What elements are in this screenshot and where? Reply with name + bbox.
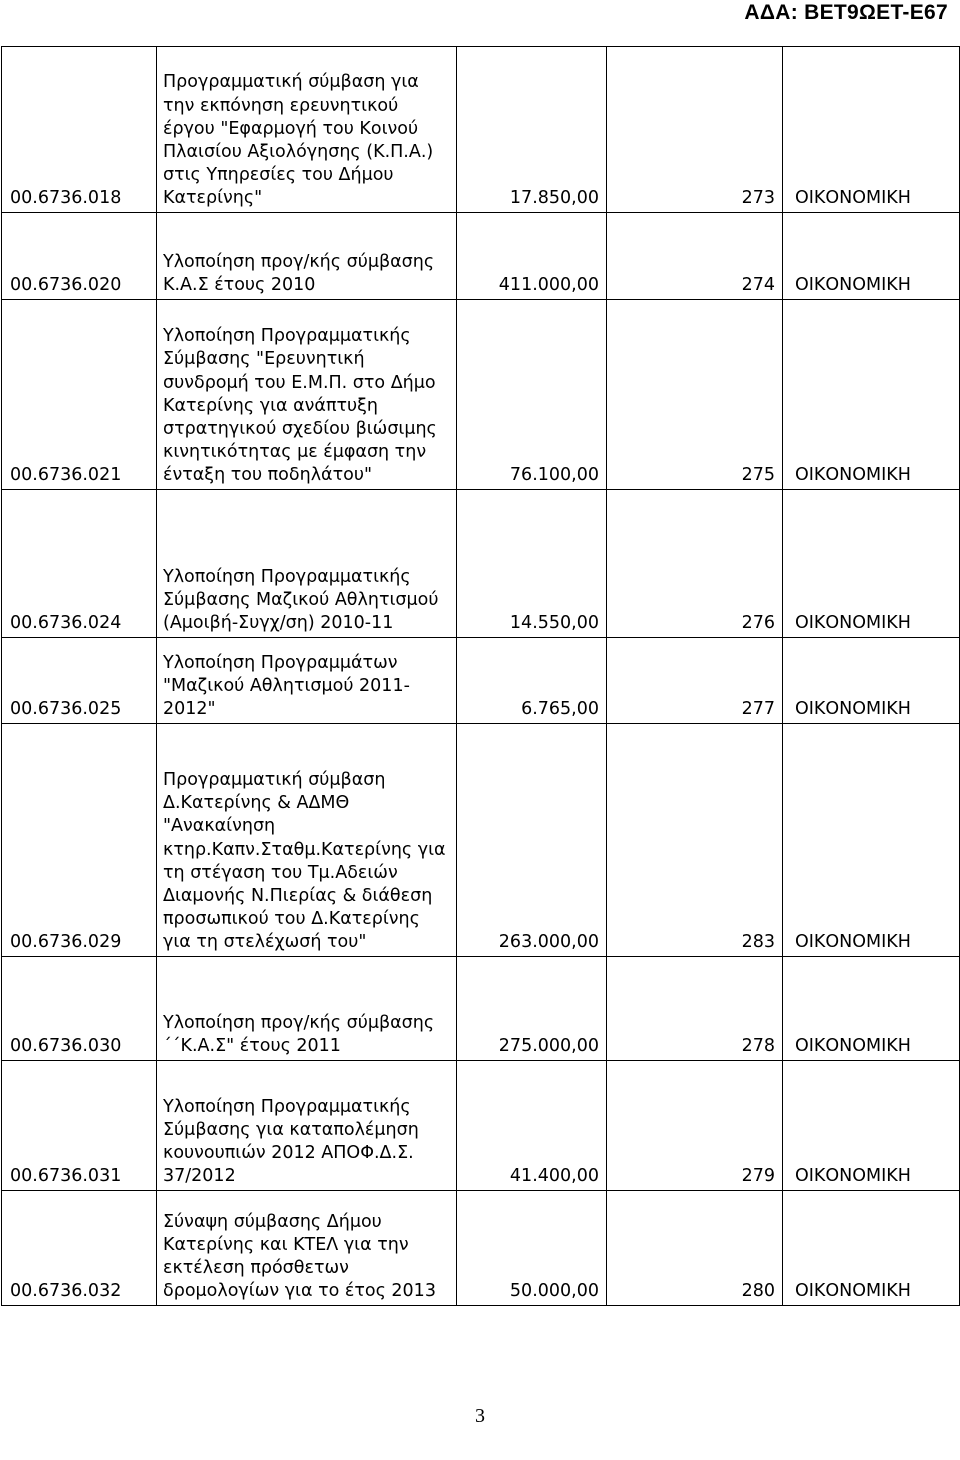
amount-cell: 17.850,00 [457,47,607,213]
ada-header: ΑΔΑ: ΒΕΤ9ΩΕΤ-Ε67 [744,1,948,24]
description-cell: Υλοποίηση προγ/κής σύμβασης Κ.Α.Σ έτους 2010 [157,213,457,300]
amount-cell: 14.550,00 [457,490,607,638]
department-cell: ΟΙΚΟΝΟΜΙΚΗ [783,213,960,300]
table-row [2,47,960,213]
number-cell: 274 [607,213,783,300]
table-row [2,1061,960,1191]
page-number: 3 [475,1405,485,1427]
amount-cell: 6.765,00 [457,638,607,724]
department-cell: ΟΙΚΟΝΟΜΙΚΗ [783,638,960,724]
description-cell: Υλοποίηση Προγραμματικής Σύμβασης για καταπολέμηση κουνουπιών 2012 ΑΠΟΦ.Δ.Σ. 37/2012 [157,1061,457,1191]
department-cell: ΟΙΚΟΝΟΜΙΚΗ [783,490,960,638]
description-cell: Προγραμματική σύμβαση Δ.Κατερίνης & ΑΔΜΘ "Ανακαίνηση κτηρ.Καπν.Σταθμ.Κατερίνης για τη στέγαση του Τμ.Αδειών Διαμονής Ν.Πιερίας & διάθεση προσωπικού του Δ.Κατερίνης για τη στελέχωσή του" [157,724,457,957]
department-cell: ΟΙΚΟΝΟΜΙΚΗ [783,724,960,957]
description-cell: Σύναψη σύμβασης Δήμου Κατερίνης και ΚΤΕΛ για την εκτέλεση πρόσθετων δρομολογίων για το έτος 2013 [157,1191,457,1306]
description-cell: Υλοποίηση Προγραμματικής Σύμβασης Μαζικού Αθλητισμού (Αμοιβή-Συγχ/ση) 2010-11 [157,490,457,638]
table-row [2,724,960,957]
amount-cell: 263.000,00 [457,724,607,957]
account-code-cell: 00.6736.029 [2,724,157,957]
account-code-cell: 00.6736.030 [2,957,157,1061]
number-cell: 277 [607,638,783,724]
number-cell: 280 [607,1191,783,1306]
department-cell: ΟΙΚΟΝΟΜΙΚΗ [783,300,960,490]
amount-cell: 76.100,00 [457,300,607,490]
amount-cell: 411.000,00 [457,213,607,300]
account-code-cell: 00.6736.021 [2,300,157,490]
number-cell: 278 [607,957,783,1061]
budget-table [1,46,960,1306]
account-code-cell: 00.6736.018 [2,47,157,213]
department-cell: ΟΙΚΟΝΟΜΙΚΗ [783,1191,960,1306]
account-code-cell: 00.6736.024 [2,490,157,638]
amount-cell: 50.000,00 [457,1191,607,1306]
account-code-cell: 00.6736.020 [2,213,157,300]
table-row [2,957,960,1061]
table-row [2,300,960,490]
number-cell: 275 [607,300,783,490]
description-cell: Υλοποίηση προγ/κής σύμβασης ΄΄Κ.Α.Σ" έτους 2011 [157,957,457,1061]
account-code-cell: 00.6736.025 [2,638,157,724]
department-cell: ΟΙΚΟΝΟΜΙΚΗ [783,957,960,1061]
table-row [2,490,960,638]
description-cell: Υλοποίηση Προγραμμάτων "Μαζικού Αθλητισμού 2011-2012" [157,638,457,724]
number-cell: 279 [607,1061,783,1191]
table-row [2,213,960,300]
description-cell: Υλοποίηση Προγραμματικής Σύμβασης "Ερευνητική συνδρομή του Ε.Μ.Π. στο Δήμο Κατερίνης για ανάπτυξη στρατηγικού σχεδίου βιώσιμης κινητικότητας με έμφαση την ένταξη του ποδηλάτου" [157,300,457,490]
number-cell: 273 [607,47,783,213]
number-cell: 283 [607,724,783,957]
number-cell: 276 [607,490,783,638]
description-cell: Προγραμματική σύμβαση για την εκπόνηση ερευνητικού έργου "Εφαρμογή του Κοινού Πλαισίου Αξιολόγησης (Κ.Π.Α.) στις Υπηρεσίες του Δήμου Κατερίνης" [157,47,457,213]
amount-cell: 41.400,00 [457,1061,607,1191]
department-cell: ΟΙΚΟΝΟΜΙΚΗ [783,1061,960,1191]
account-code-cell: 00.6736.032 [2,1191,157,1306]
amount-cell: 275.000,00 [457,957,607,1061]
table-row [2,1191,960,1306]
account-code-cell: 00.6736.031 [2,1061,157,1191]
table-row [2,638,960,724]
department-cell: ΟΙΚΟΝΟΜΙΚΗ [783,47,960,213]
